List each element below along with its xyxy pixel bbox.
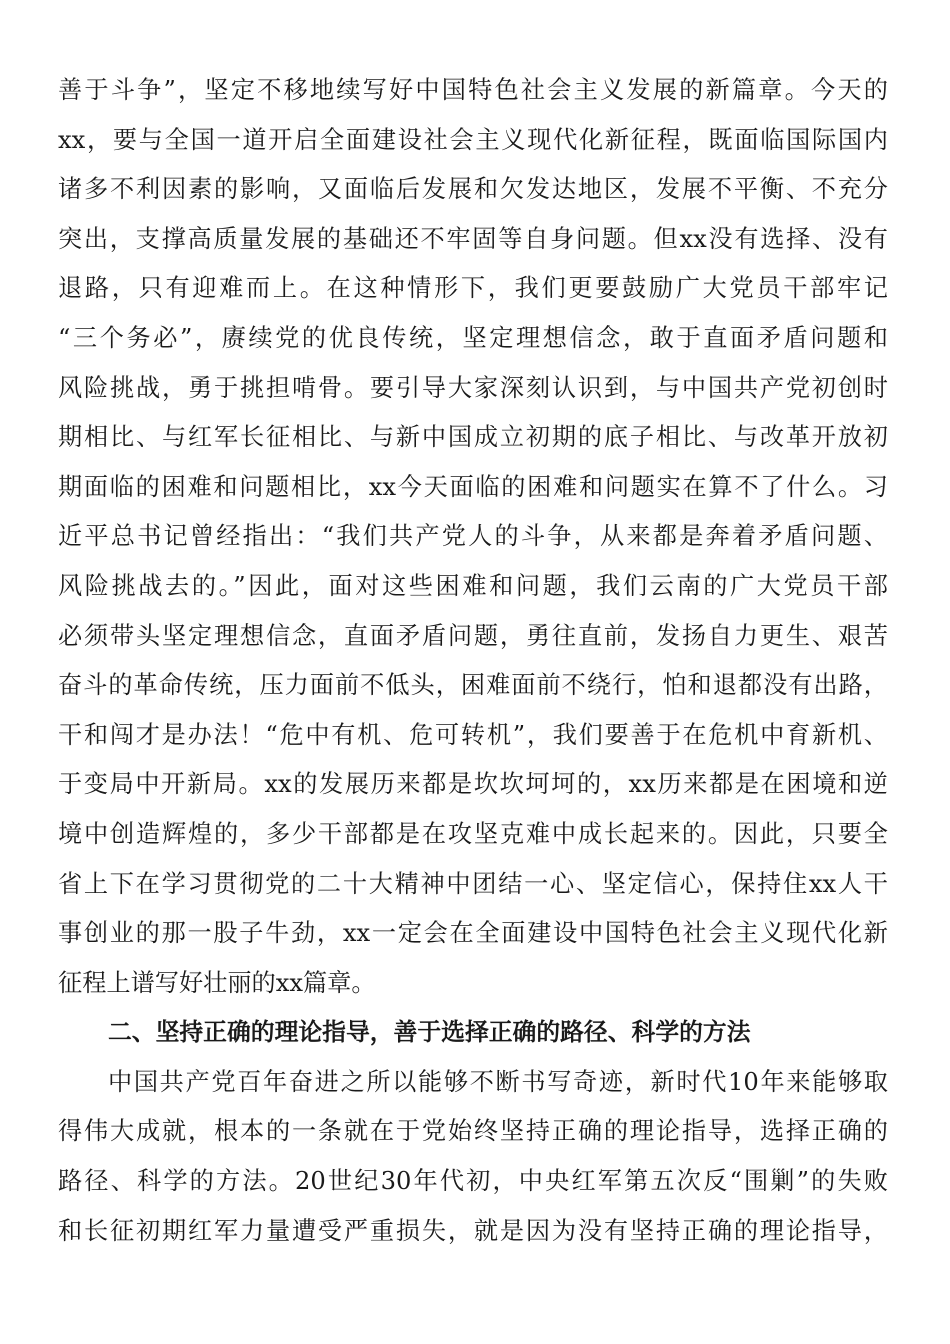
document-body [58, 66, 888, 1256]
paragraph-line: 干和闯才是办法！“危中有机、危可转机”，我们要善于在危机中育新机、 [58, 720, 888, 749]
paragraph-line: 诸多不利因素的影响，又面临后发展和欠发达地区，发展不平衡、不充分 [58, 175, 888, 204]
paragraph-line: 风险挑战去的。”因此，面对这些困难和问题，我们云南的广大党员干部 [58, 571, 888, 600]
paragraph-line: xx，要与全国一道开启全面建设社会主义现代化新征程，既面临国际国内 [58, 125, 888, 154]
paragraph-line: “三个务必”，赓续党的优良传统，坚定理想信念，敢于直面矛盾问题和 [58, 323, 888, 352]
paragraph-line: 事创业的那一股子牛劲，xx一定会在全面建设中国特色社会主义现代化新 [58, 919, 888, 948]
paragraph-line: 奋斗的革命传统，压力面前不低头，困难面前不绕行，怕和退都没有出路， [58, 671, 888, 700]
paragraph-line: 境中创造辉煌的，多少干部都是在攻坚克难中成长起来的。因此，只要全 [58, 819, 888, 848]
paragraph-line: 风险挑战，勇于挑担啃骨。要引导大家深刻认识到，与中国共产党初创时 [58, 373, 888, 402]
paragraph-line: 突出，支撑高质量发展的基础还不牢固等自身问题。但xx没有选择、没有 [58, 224, 888, 253]
paragraph-line: 得伟大成就，根本的一条就在于党始终坚持正确的理论指导，选择正确的 [58, 1117, 888, 1146]
paragraph-line: 于变局中开新局。xx的发展历来都是坎坎坷坷的，xx历来都是在困境和逆 [58, 770, 888, 799]
paragraph-line: 中国共产党百年奋进之所以能够不断书写奇迹，新时代10年来能够取 [108, 1067, 888, 1096]
paragraph-line: 期相比、与红军长征相比、与新中国成立初期的底子相比、与改革开放初 [58, 423, 888, 452]
paragraph-2 [58, 1058, 888, 1256]
paragraph-line: 省上下在学习贯彻党的二十大精神中团结一心、坚定信心，保持住xx人干 [58, 869, 888, 898]
paragraph-line: 征程上谱写好壮丽的xx篇章。 [58, 968, 376, 997]
paragraph-1 [58, 66, 888, 1008]
paragraph-line: 期面临的困难和问题相比，xx今天面临的困难和问题实在算不了什么。习 [58, 472, 888, 501]
paragraph-line: 和长征初期红军力量遭受严重损失，就是因为没有坚持正确的理论指导， [58, 1216, 888, 1245]
paragraph-line: 必须带头坚定理想信念，直面矛盾问题，勇往直前，发扬自力更生、艰苦 [58, 621, 888, 650]
paragraph-line: 近平总书记曾经指出：“我们共产党人的斗争，从来都是奔着矛盾问题、 [58, 522, 888, 551]
paragraph-line: 路径、科学的方法。20世纪30年代初，中央红军第五次反“围剿”的失败 [58, 1167, 888, 1196]
section-heading: 二、坚持正确的理论指导，善于选择正确的路径、科学的方法 [108, 1018, 751, 1047]
paragraph-line: 退路，只有迎难而上。在这种情形下，我们更要鼓励广大党员干部牢记 [58, 274, 888, 303]
paragraph-line: 善于斗争”，坚定不移地续写好中国特色社会主义发展的新篇章。今天的 [58, 76, 888, 104]
